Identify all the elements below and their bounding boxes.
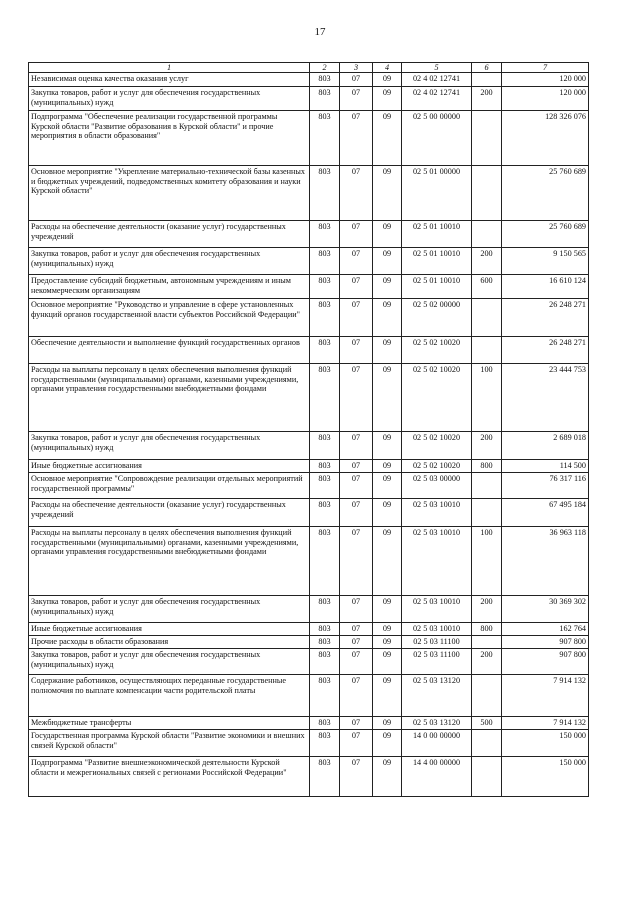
ministry-code-cell: 803 xyxy=(310,221,340,248)
section-code-cell: 07 xyxy=(340,636,373,649)
subsection-code-cell: 09 xyxy=(373,730,402,757)
amount-cell: 150 000 xyxy=(502,757,589,797)
target-article-cell: 02 5 03 11100 xyxy=(402,636,472,649)
table-row xyxy=(29,730,589,757)
ministry-code-cell: 803 xyxy=(310,299,340,337)
section-code-cell: 07 xyxy=(340,299,373,337)
target-article-cell: 02 5 01 10010 xyxy=(402,221,472,248)
ministry-code-cell: 803 xyxy=(310,73,340,87)
subsection-code-cell: 09 xyxy=(373,596,402,623)
amount-cell: 30 369 302 xyxy=(502,596,589,623)
target-article-cell: 02 5 01 10010 xyxy=(402,248,472,275)
amount-cell: 25 760 689 xyxy=(502,166,589,221)
amount-cell: 162 764 xyxy=(502,623,589,636)
target-article-cell: 14 0 00 00000 xyxy=(402,730,472,757)
table-row xyxy=(29,111,589,166)
column-header-5: 5 xyxy=(402,63,472,73)
subsection-code-cell: 09 xyxy=(373,221,402,248)
section-code-cell: 07 xyxy=(340,460,373,473)
target-article-cell: 02 5 03 10010 xyxy=(402,499,472,527)
table-row xyxy=(29,636,589,649)
expense-type-cell: 100 xyxy=(472,364,502,432)
row-description-cell: Расходы на выплаты персоналу в целях обеспечения выполнения функций государственными (муниципальными) органами, казенными учреждениями, органами управления государственными внебюджетными фондами xyxy=(29,364,310,432)
target-article-cell: 02 5 03 00000 xyxy=(402,473,472,499)
amount-cell: 26 248 271 xyxy=(502,337,589,364)
ministry-code-cell: 803 xyxy=(310,623,340,636)
ministry-code-cell: 803 xyxy=(310,527,340,596)
subsection-code-cell: 09 xyxy=(373,499,402,527)
ministry-code-cell: 803 xyxy=(310,649,340,675)
amount-cell: 907 800 xyxy=(502,649,589,675)
subsection-code-cell: 09 xyxy=(373,527,402,596)
subsection-code-cell: 09 xyxy=(373,649,402,675)
table-row xyxy=(29,675,589,717)
section-code-cell: 07 xyxy=(340,248,373,275)
section-code-cell: 07 xyxy=(340,73,373,87)
ministry-code-cell: 803 xyxy=(310,432,340,460)
ministry-code-cell: 803 xyxy=(310,166,340,221)
row-description-cell: Расходы на обеспечение деятельности (оказание услуг) государственных учреждений xyxy=(29,499,310,527)
section-code-cell: 07 xyxy=(340,499,373,527)
subsection-code-cell: 09 xyxy=(373,275,402,299)
table-row xyxy=(29,460,589,473)
expense-type-cell xyxy=(472,499,502,527)
expense-type-cell xyxy=(472,675,502,717)
table-row xyxy=(29,432,589,460)
expense-type-cell xyxy=(472,757,502,797)
ministry-code-cell: 803 xyxy=(310,337,340,364)
section-code-cell: 07 xyxy=(340,432,373,460)
table-row xyxy=(29,166,589,221)
expense-type-cell xyxy=(472,73,502,87)
table-row xyxy=(29,248,589,275)
table-row xyxy=(29,337,589,364)
ministry-code-cell: 803 xyxy=(310,460,340,473)
table-header-row xyxy=(29,63,589,73)
target-article-cell: 02 4 02 12741 xyxy=(402,87,472,111)
expense-type-cell xyxy=(472,221,502,248)
row-description-cell: Закупка товаров, работ и услуг для обеспечения государственных (муниципальных) нужд xyxy=(29,432,310,460)
expense-type-cell xyxy=(472,473,502,499)
subsection-code-cell: 09 xyxy=(373,337,402,364)
column-header-6: 6 xyxy=(472,63,502,73)
row-description-cell: Расходы на обеспечение деятельности (оказание услуг) государственных учреждений xyxy=(29,221,310,248)
amount-cell: 150 000 xyxy=(502,730,589,757)
ministry-code-cell: 803 xyxy=(310,636,340,649)
row-description-cell: Закупка товаров, работ и услуг для обеспечения государственных (муниципальных) нужд xyxy=(29,649,310,675)
row-description-cell: Основное мероприятие "Укрепление материально-технической базы казенных и бюджетных учреждений, подведомственных комитету образования и науки Курской области" xyxy=(29,166,310,221)
budget-table xyxy=(28,62,589,797)
section-code-cell: 07 xyxy=(340,675,373,717)
section-code-cell: 07 xyxy=(340,364,373,432)
row-description-cell: Иные бюджетные ассигнования xyxy=(29,623,310,636)
row-description-cell: Предоставление субсидий бюджетным, автономным учреждениям и иным некоммерческим организациям xyxy=(29,275,310,299)
amount-cell: 16 610 124 xyxy=(502,275,589,299)
expense-type-cell: 200 xyxy=(472,87,502,111)
target-article-cell: 02 5 02 10020 xyxy=(402,460,472,473)
table-row xyxy=(29,596,589,623)
amount-cell: 128 326 076 xyxy=(502,111,589,166)
table-row xyxy=(29,275,589,299)
ministry-code-cell: 803 xyxy=(310,111,340,166)
expense-type-cell: 200 xyxy=(472,248,502,275)
expense-type-cell xyxy=(472,299,502,337)
row-description-cell: Государственная программа Курской области "Развитие экономики и внешних связей Курской области" xyxy=(29,730,310,757)
expense-type-cell: 200 xyxy=(472,649,502,675)
table-row xyxy=(29,499,589,527)
expense-type-cell: 200 xyxy=(472,596,502,623)
amount-cell: 76 317 116 xyxy=(502,473,589,499)
target-article-cell: 02 5 03 10010 xyxy=(402,623,472,636)
target-article-cell: 02 5 01 00000 xyxy=(402,166,472,221)
ministry-code-cell: 803 xyxy=(310,717,340,730)
target-article-cell: 02 5 02 10020 xyxy=(402,337,472,364)
table-row xyxy=(29,757,589,797)
row-description-cell: Подпрограмма "Обеспечение реализации государственной программы Курской области "Развитие образования в Курской области" и прочие мероприятия в области образования" xyxy=(29,111,310,166)
section-code-cell: 07 xyxy=(340,221,373,248)
ministry-code-cell: 803 xyxy=(310,675,340,717)
section-code-cell: 07 xyxy=(340,473,373,499)
expense-type-cell: 500 xyxy=(472,717,502,730)
row-description-cell: Подпрограмма "Развитие внешнеэкономической деятельности Курской области и межрегиональных связей с регионами Российской Федерации" xyxy=(29,757,310,797)
amount-cell: 907 800 xyxy=(502,636,589,649)
table-row xyxy=(29,473,589,499)
amount-cell: 114 500 xyxy=(502,460,589,473)
amount-cell: 36 963 118 xyxy=(502,527,589,596)
amount-cell: 26 248 271 xyxy=(502,299,589,337)
amount-cell: 23 444 753 xyxy=(502,364,589,432)
section-code-cell: 07 xyxy=(340,717,373,730)
subsection-code-cell: 09 xyxy=(373,299,402,337)
section-code-cell: 07 xyxy=(340,527,373,596)
target-article-cell: 02 5 03 13120 xyxy=(402,675,472,717)
ministry-code-cell: 803 xyxy=(310,248,340,275)
subsection-code-cell: 09 xyxy=(373,757,402,797)
ministry-code-cell: 803 xyxy=(310,499,340,527)
expense-type-cell xyxy=(472,636,502,649)
subsection-code-cell: 09 xyxy=(373,248,402,275)
row-description-cell: Закупка товаров, работ и услуг для обеспечения государственных (муниципальных) нужд xyxy=(29,596,310,623)
row-description-cell: Межбюджетные трансферты xyxy=(29,717,310,730)
ministry-code-cell: 803 xyxy=(310,87,340,111)
ministry-code-cell: 803 xyxy=(310,473,340,499)
subsection-code-cell: 09 xyxy=(373,675,402,717)
row-description-cell: Независимая оценка качества оказания услуг xyxy=(29,73,310,87)
subsection-code-cell: 09 xyxy=(373,73,402,87)
section-code-cell: 07 xyxy=(340,596,373,623)
target-article-cell: 02 5 03 10010 xyxy=(402,527,472,596)
target-article-cell: 02 5 00 00000 xyxy=(402,111,472,166)
row-description-cell: Содержание работников, осуществляющих переданные государственные полномочия по выплате компенсации части родительской платы xyxy=(29,675,310,717)
section-code-cell: 07 xyxy=(340,166,373,221)
subsection-code-cell: 09 xyxy=(373,473,402,499)
target-article-cell: 02 5 02 10020 xyxy=(402,364,472,432)
expense-type-cell: 800 xyxy=(472,460,502,473)
expense-type-cell: 800 xyxy=(472,623,502,636)
amount-cell: 120 000 xyxy=(502,73,589,87)
target-article-cell: 02 5 02 00000 xyxy=(402,299,472,337)
table-row xyxy=(29,221,589,248)
row-description-cell: Основное мероприятие "Руководство и управление в сфере установленных функций органов государственной власти субъектов Российской Федерации" xyxy=(29,299,310,337)
target-article-cell: 02 5 02 10020 xyxy=(402,432,472,460)
amount-cell: 67 495 184 xyxy=(502,499,589,527)
section-code-cell: 07 xyxy=(340,757,373,797)
table-row xyxy=(29,623,589,636)
expense-type-cell xyxy=(472,730,502,757)
section-code-cell: 07 xyxy=(340,649,373,675)
table-body xyxy=(29,73,589,797)
target-article-cell: 02 5 03 10010 xyxy=(402,596,472,623)
ministry-code-cell: 803 xyxy=(310,275,340,299)
subsection-code-cell: 09 xyxy=(373,717,402,730)
target-article-cell: 14 4 00 00000 xyxy=(402,757,472,797)
amount-cell: 120 000 xyxy=(502,87,589,111)
row-description-cell: Закупка товаров, работ и услуг для обеспечения государственных (муниципальных) нужд xyxy=(29,87,310,111)
section-code-cell: 07 xyxy=(340,111,373,166)
target-article-cell: 02 5 01 10010 xyxy=(402,275,472,299)
row-description-cell: Закупка товаров, работ и услуг для обеспечения государственных (муниципальных) нужд xyxy=(29,248,310,275)
page-number: 17 xyxy=(314,26,326,38)
row-description-cell: Иные бюджетные ассигнования xyxy=(29,460,310,473)
column-header-4: 4 xyxy=(373,63,402,73)
section-code-cell: 07 xyxy=(340,623,373,636)
column-header-3: 3 xyxy=(340,63,373,73)
column-header-7: 7 xyxy=(502,63,589,73)
subsection-code-cell: 09 xyxy=(373,636,402,649)
ministry-code-cell: 803 xyxy=(310,757,340,797)
table-row xyxy=(29,299,589,337)
subsection-code-cell: 09 xyxy=(373,623,402,636)
subsection-code-cell: 09 xyxy=(373,166,402,221)
table-row xyxy=(29,717,589,730)
subsection-code-cell: 09 xyxy=(373,111,402,166)
ministry-code-cell: 803 xyxy=(310,730,340,757)
row-description-cell: Прочие расходы в области образования xyxy=(29,636,310,649)
row-description-cell: Обеспечение деятельности и выполнение функций государственных органов xyxy=(29,337,310,364)
expense-type-cell xyxy=(472,166,502,221)
amount-cell: 25 760 689 xyxy=(502,221,589,248)
amount-cell: 9 150 565 xyxy=(502,248,589,275)
target-article-cell: 02 5 03 13120 xyxy=(402,717,472,730)
section-code-cell: 07 xyxy=(340,87,373,111)
table-row xyxy=(29,73,589,87)
column-header-1: 1 xyxy=(29,63,310,73)
ministry-code-cell: 803 xyxy=(310,596,340,623)
table-row xyxy=(29,649,589,675)
section-code-cell: 07 xyxy=(340,275,373,299)
table-row xyxy=(29,364,589,432)
expense-type-cell xyxy=(472,111,502,166)
subsection-code-cell: 09 xyxy=(373,364,402,432)
row-description-cell: Основное мероприятие "Сопровождение реализации отдельных мероприятий государственной программы" xyxy=(29,473,310,499)
section-code-cell: 07 xyxy=(340,730,373,757)
subsection-code-cell: 09 xyxy=(373,432,402,460)
amount-cell: 7 914 132 xyxy=(502,717,589,730)
amount-cell: 7 914 132 xyxy=(502,675,589,717)
section-code-cell: 07 xyxy=(340,337,373,364)
target-article-cell: 02 4 02 12741 xyxy=(402,73,472,87)
ministry-code-cell: 803 xyxy=(310,364,340,432)
expense-type-cell xyxy=(472,337,502,364)
row-description-cell: Расходы на выплаты персоналу в целях обеспечения выполнения функций государственными (муниципальными) органами, казенными учреждениями, органами управления государственными внебюджетными фондами xyxy=(29,527,310,596)
amount-cell: 2 689 018 xyxy=(502,432,589,460)
expense-type-cell: 100 xyxy=(472,527,502,596)
table-row xyxy=(29,87,589,111)
expense-type-cell: 600 xyxy=(472,275,502,299)
expense-type-cell: 200 xyxy=(472,432,502,460)
table-row xyxy=(29,527,589,596)
subsection-code-cell: 09 xyxy=(373,460,402,473)
target-article-cell: 02 5 03 11100 xyxy=(402,649,472,675)
column-header-2: 2 xyxy=(310,63,340,73)
subsection-code-cell: 09 xyxy=(373,87,402,111)
